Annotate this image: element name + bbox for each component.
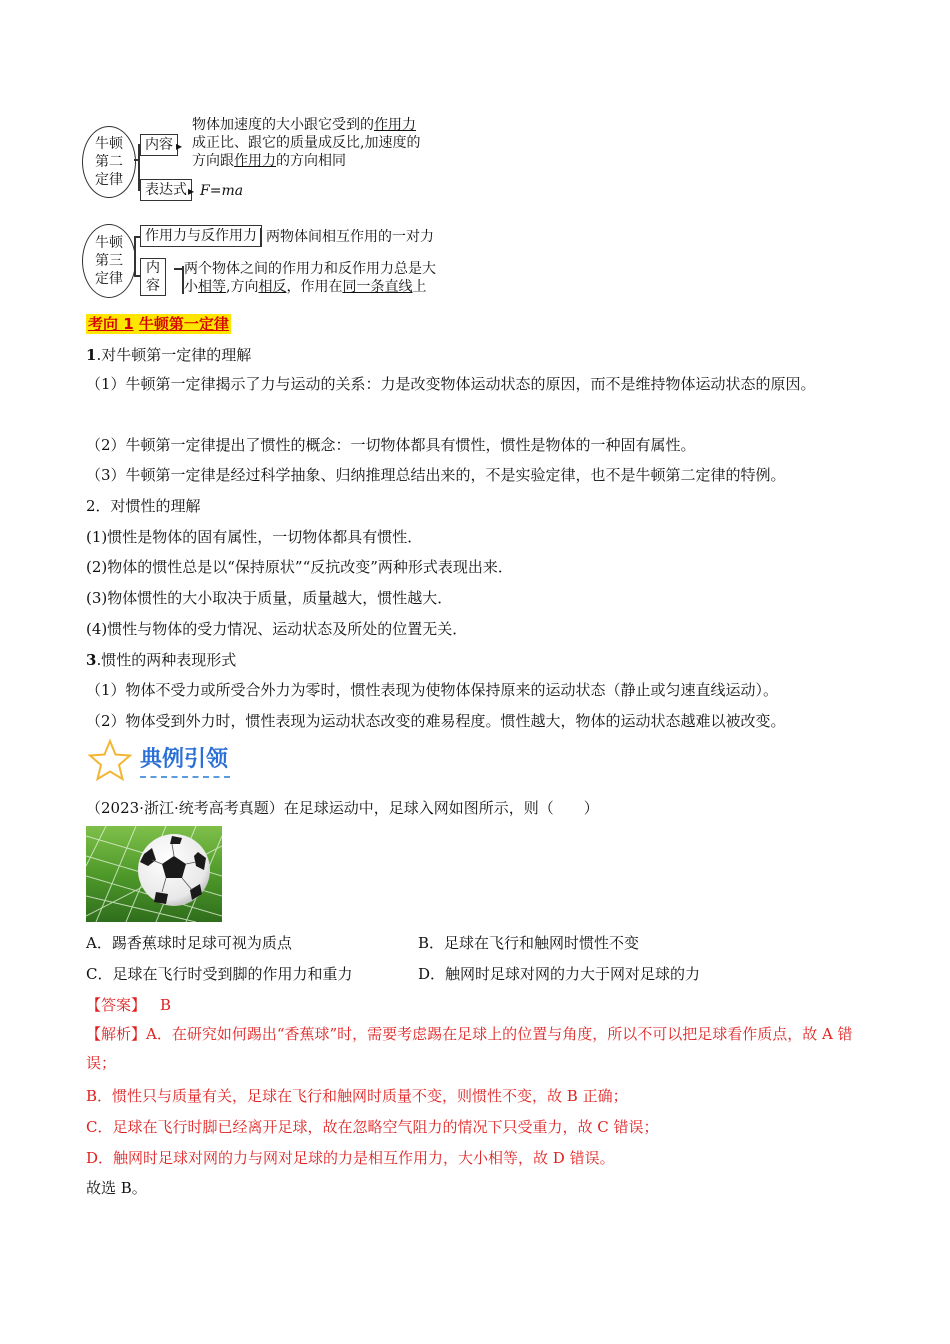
arrow-icon: ▸	[176, 139, 183, 153]
oval-line: 定律	[95, 271, 123, 287]
paragraph: （3）牛顿第一定律是经过科学抽象、归纳推理总结出来的，不是实验定律，也不是牛顿第二定律的特例。	[86, 466, 786, 484]
option-a: A．踢香蕉球时足球可视为质点	[86, 934, 292, 952]
action-reaction-desc: 两物体间相互作用的一对力	[266, 229, 434, 245]
analysis-paragraph	[86, 1020, 866, 1078]
example-title: 典例引领	[140, 747, 229, 772]
content-box-char: 容	[146, 278, 160, 294]
content-underline: 相等	[198, 279, 226, 295]
section-heading	[86, 345, 251, 365]
analysis-text: A．在研究如何踢出“香蕉球”时，需要考虑踢在足球上的位置与角度，所以不可以把足球看作质点，故 A 错误；	[86, 1025, 853, 1072]
content-box-char: 内	[146, 260, 160, 276]
example-underline	[140, 776, 230, 778]
content-line: ,方向	[226, 279, 259, 295]
section-heading-text: .对牛顿第一定律的理解	[96, 346, 252, 364]
law-oval	[82, 126, 136, 198]
paragraph: （1）物体不受力或所受合外力为零时，惯性表现为使物体保持原来的运动状态（静止或匀速直线运动）。	[86, 681, 779, 699]
content-line: 两个物体之间的作用力和反作用力总是大	[184, 261, 436, 277]
content-box	[140, 258, 166, 296]
option-b: B．足球在飞行和触网时惯性不变	[418, 934, 640, 952]
paragraph: (4)惯性与物体的受力情况、运动状态及所处的位置无关．	[86, 620, 468, 638]
football-icon	[86, 826, 222, 922]
section-heading-text: .惯性的两种表现形式	[96, 651, 237, 669]
content-line: 上	[412, 279, 427, 295]
answer-label: 【答案】	[86, 996, 147, 1014]
paragraph: （2）物体受到外力时，惯性表现为运动状态改变的难易程度。惯性越大，物体的运动状态越难以被改变。	[86, 712, 786, 730]
formula-text: F=ma	[200, 183, 244, 199]
section-heading	[86, 650, 236, 670]
section-number: 1	[86, 346, 97, 364]
content-text	[184, 260, 436, 296]
newton-third-law-diagram	[82, 222, 462, 300]
content-box: 内容	[140, 134, 178, 156]
expression-box: 表达式	[140, 179, 192, 201]
oval-line: 第二	[95, 154, 123, 170]
topic-heading	[86, 314, 231, 334]
analysis-paragraph: C．足球在飞行时脚已经离开足球，故在忽略空气阻力的情况下只受重力，故 C 错误；	[86, 1118, 659, 1136]
content-line: 物体加速度的大小跟它受到的	[192, 117, 374, 133]
oval-line: 牛顿	[95, 136, 123, 152]
newton-second-law-diagram	[82, 112, 442, 208]
analysis-paragraph: D．触网时足球对网的力与网对足球的力是相互作用力，大小相等，故 D 错误。	[86, 1149, 615, 1167]
paragraph: (1)惯性是物体的固有属性，一切物体都具有惯性．	[86, 528, 423, 546]
topic-title: 牛顿第一定律	[138, 315, 229, 333]
content-underline: 相反	[258, 279, 287, 295]
content-underline: 作用力	[374, 117, 416, 133]
paragraph: （2）牛顿第一定律提出了惯性的概念：一切物体都具有惯性，惯性是物体的一种固有属性。	[86, 436, 696, 454]
content-line: 小	[184, 279, 198, 295]
content-line: 方向跟	[192, 153, 234, 169]
oval-line: 定律	[95, 172, 123, 188]
oval-line: 第三	[95, 253, 123, 269]
paragraph: (2)物体的惯性总是以“保持原状”“反抗改变”两种形式表现出来．	[86, 558, 513, 576]
content-underline: 作用力	[234, 153, 276, 169]
content-line: 的方向相同	[276, 153, 346, 169]
arrow-icon: ▸	[188, 184, 195, 198]
star-icon	[88, 738, 132, 782]
football-net-image	[86, 826, 222, 922]
paragraph: (3)物体惯性的大小取决于质量，质量越大，惯性越大．	[86, 589, 453, 607]
bracket-line	[174, 268, 182, 270]
content-line: ，作用在	[286, 279, 343, 295]
option-d: D．触网时足球对网的力大于网对足球的力	[418, 965, 701, 983]
oval-line: 牛顿	[95, 235, 123, 251]
content-text	[192, 116, 420, 170]
content-line: 成正比、跟它的质量成反比,加速度的	[192, 135, 421, 151]
action-reaction-box: 作用力与反作用力	[140, 225, 262, 247]
bracket-line	[134, 236, 136, 276]
content-underline: 同一条直线	[342, 279, 413, 295]
topic-prefix: 考向 1	[88, 315, 134, 333]
analysis-label: 【解析】	[86, 1025, 147, 1043]
answer-value: B	[160, 996, 172, 1014]
conclusion-text: 故选 B。	[86, 1179, 147, 1197]
question-text: （2023·浙江·统考高考真题）在足球运动中，足球入网如图所示，则（ ）	[86, 799, 599, 817]
section-number: 3	[86, 651, 97, 669]
paragraph: （1）牛顿第一定律揭示了力与运动的关系：力是改变物体运动状态的原因，而不是维持物体运动状态的原因。	[86, 375, 816, 393]
section-heading: 2．对惯性的理解	[86, 497, 201, 515]
option-c: C．足球在飞行时受到脚的作用力和重力	[86, 965, 353, 983]
law-oval	[82, 224, 136, 298]
answer-line	[86, 995, 171, 1015]
analysis-paragraph: B．惯性只与质量有关，足球在飞行和触网时质量不变，则惯性不变，故 B 正确；	[86, 1087, 628, 1105]
connector-line	[260, 228, 262, 246]
